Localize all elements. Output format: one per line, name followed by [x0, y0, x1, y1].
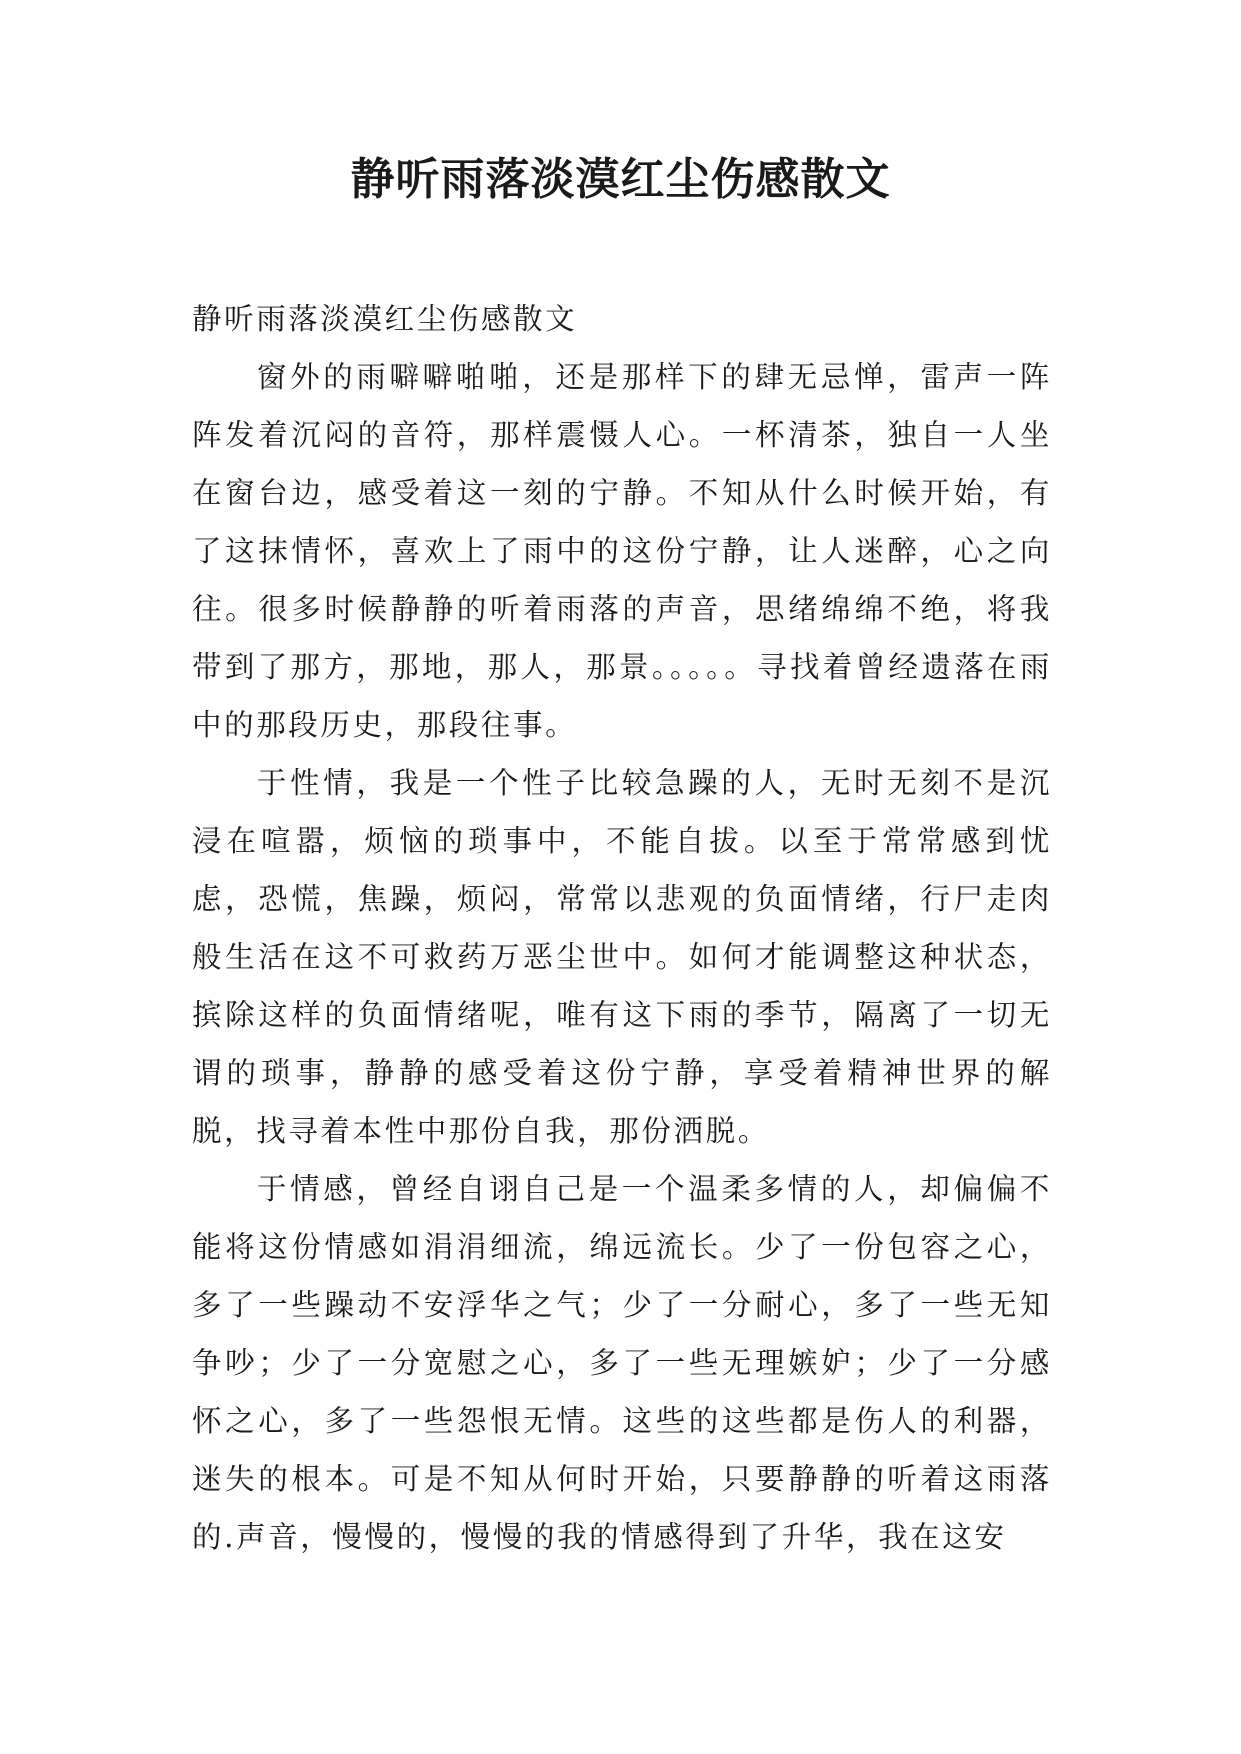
paragraph-2: 于性情，我是一个性子比较急躁的人，无时无刻不是沉浸在喧嚣，烦恼的琐事中，不能自拔。以至于常常感到忧虑，恐慌，焦躁，烦闷，常常以悲观的负面情绪，行尸走肉般生活在这不可救药万恶尘世中。如何才能调整这种状态，摈除这样的负面情绪呢，唯有这下雨的季节，隔离了一切无谓的琐事，静静的感受着这份宁静，享受着精神世界的解脱，找寻着本性中那份自我，那份洒脱。 — [192, 766, 1052, 1148]
document-subtitle: 静听雨落淡漠红尘伤感散文 — [192, 302, 578, 336]
document-body — [192, 290, 1052, 1566]
paragraph-3: 于情感，曾经自诩自己是一个温柔多情的人，却偏偏不能将这份情感如涓涓细流，绵远流长。少了一份包容之心，多了一些躁动不安浮华之气；少了一分耐心，多了一些无知争吵；少了一分宽慰之心，多了一些无理嫉妒；少了一分感怀之心，多了一些怨恨无情。这些的这些都是伤人的利器，迷失的根本。可是不知从何时开始，只要静静的听着这雨落的.声音，慢慢的，慢慢的我的情感得到了升华，我在这安 — [192, 1172, 1052, 1554]
document-title: 静听雨落淡漠红尘伤感散文 — [350, 154, 891, 205]
paragraph-1: 窗外的雨噼噼啪啪，还是那样下的肆无忌惮，雷声一阵阵发着沉闷的音符，那样震慑人心。一杯清茶，独自一人坐在窗台边，感受着这一刻的宁静。不知从什么时候开始，有了这抹情怀，喜欢上了雨中的这份宁静，让人迷醉，心之向往。很多时候静静的听着雨落的声音，思绪绵绵不绝，将我带到了那方，那地，那人，那景。。。。。寻找着曾经遗落在雨中的那段历史，那段往事。 — [192, 360, 1052, 742]
